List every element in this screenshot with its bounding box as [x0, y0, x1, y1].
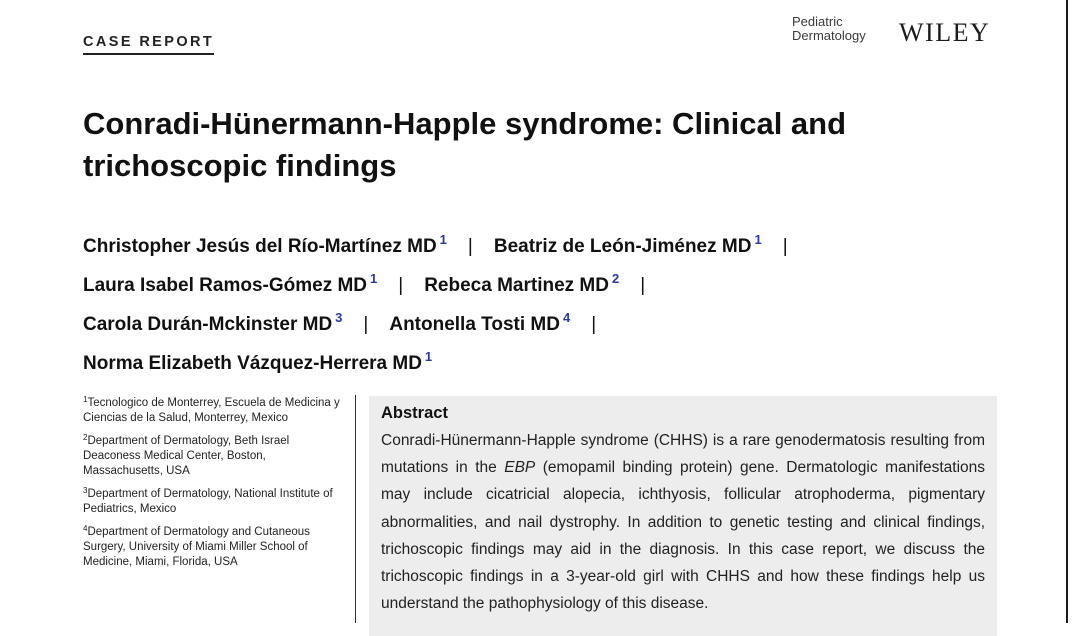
- affiliation-text: Tecnologico de Monterrey, Escuela de Medicina y Ciencias de la Salud, Monterrey, Mexico: [83, 397, 340, 424]
- author-line: [83, 341, 983, 380]
- affiliation-number: 1: [83, 395, 88, 404]
- author-separator: |: [398, 275, 404, 296]
- column-divider: [355, 395, 356, 623]
- affiliation-marker[interactable]: 1: [754, 232, 762, 247]
- affiliation-item: [83, 483, 341, 517]
- affiliation-marker[interactable]: 1: [370, 271, 378, 286]
- abstract-text-part: (emopamil binding protein) gene. Dermatologic manifestations may include cicatricial alopecia, ichthyosis, follicular atrophoderma, pigmentary abnormalities, and nail dystrophy. In addition to genetic testing and clinical findings, trichoscopic findings may aid in the diagnosis. In this case report, we discuss the trichoscopic findings in a 3-year-old girl with CHHS and how these findings help us understand the pathophysiology of this disease.: [381, 459, 986, 613]
- author-name: Christopher Jesús del Río-Martínez MD: [83, 236, 437, 257]
- abstract-text: [381, 427, 985, 617]
- affiliation-number: 4: [83, 524, 88, 533]
- author-separator: |: [591, 314, 597, 335]
- author-separator: |: [640, 275, 646, 296]
- abstract-box: [369, 396, 997, 636]
- author-separator: |: [782, 236, 788, 257]
- author-list: [83, 224, 983, 380]
- author-separator: |: [363, 314, 369, 335]
- affiliation-item: [83, 430, 341, 479]
- affiliations: [83, 392, 341, 574]
- affiliation-marker[interactable]: 1: [439, 232, 447, 247]
- author-name: Rebeca Martinez MD: [424, 275, 609, 296]
- section-label: CASE REPORT: [83, 34, 214, 55]
- affiliation-marker[interactable]: 1: [424, 349, 433, 364]
- publisher-logo: WILEY: [899, 18, 991, 47]
- journal-name-line2: Dermatology: [792, 28, 866, 43]
- author-line: [83, 263, 983, 302]
- affiliation-item: [83, 392, 341, 426]
- affiliation-marker[interactable]: 3: [335, 310, 343, 325]
- author-name: Norma Elizabeth Vázquez-Herrera MD: [83, 353, 422, 374]
- abstract-heading: Abstract: [381, 404, 448, 422]
- gene-name: EBP: [504, 459, 536, 477]
- affiliation-number: 2: [83, 433, 88, 442]
- affiliation-number: 3: [83, 486, 88, 495]
- affiliation-item: [83, 521, 341, 570]
- affiliation-marker[interactable]: 4: [562, 310, 571, 325]
- page-edge-line: [1066, 0, 1068, 623]
- journal-name-line1: Pediatric: [792, 14, 843, 29]
- author-name: Beatriz de León-Jiménez MD: [493, 236, 752, 257]
- affiliation-text: Department of Dermatology and Cutaneous Surgery, University of Miami Miller School of Medicine, Miami, Florida, USA: [83, 526, 310, 568]
- affiliation-text: Department of Dermatology, Beth Israel Deaconess Medical Center, Boston, Massachusetts, USA: [83, 435, 290, 477]
- affiliation-marker[interactable]: 2: [611, 271, 620, 286]
- author-name: Antonella Tosti MD: [389, 314, 560, 335]
- author-name: Carola Durán-Mckinster MD: [83, 314, 333, 335]
- abstract-text-part: Conradi-Hünermann-Happle syndrome (CHHS) is a rare genodermatosis resulting from mutations in the: [381, 432, 985, 477]
- journal-name: [792, 15, 866, 43]
- author-line: [83, 224, 983, 263]
- author-line: [83, 302, 983, 341]
- article-title: Conradi-Hünermann-Happle syndrome: Clinical and trichoscopic findings: [83, 106, 847, 183]
- author-separator: |: [467, 236, 473, 257]
- author-name: Laura Isabel Ramos-Gómez MD: [83, 275, 368, 296]
- affiliation-text: Department of Dermatology, National Institute of Pediatrics, Mexico: [83, 488, 333, 515]
